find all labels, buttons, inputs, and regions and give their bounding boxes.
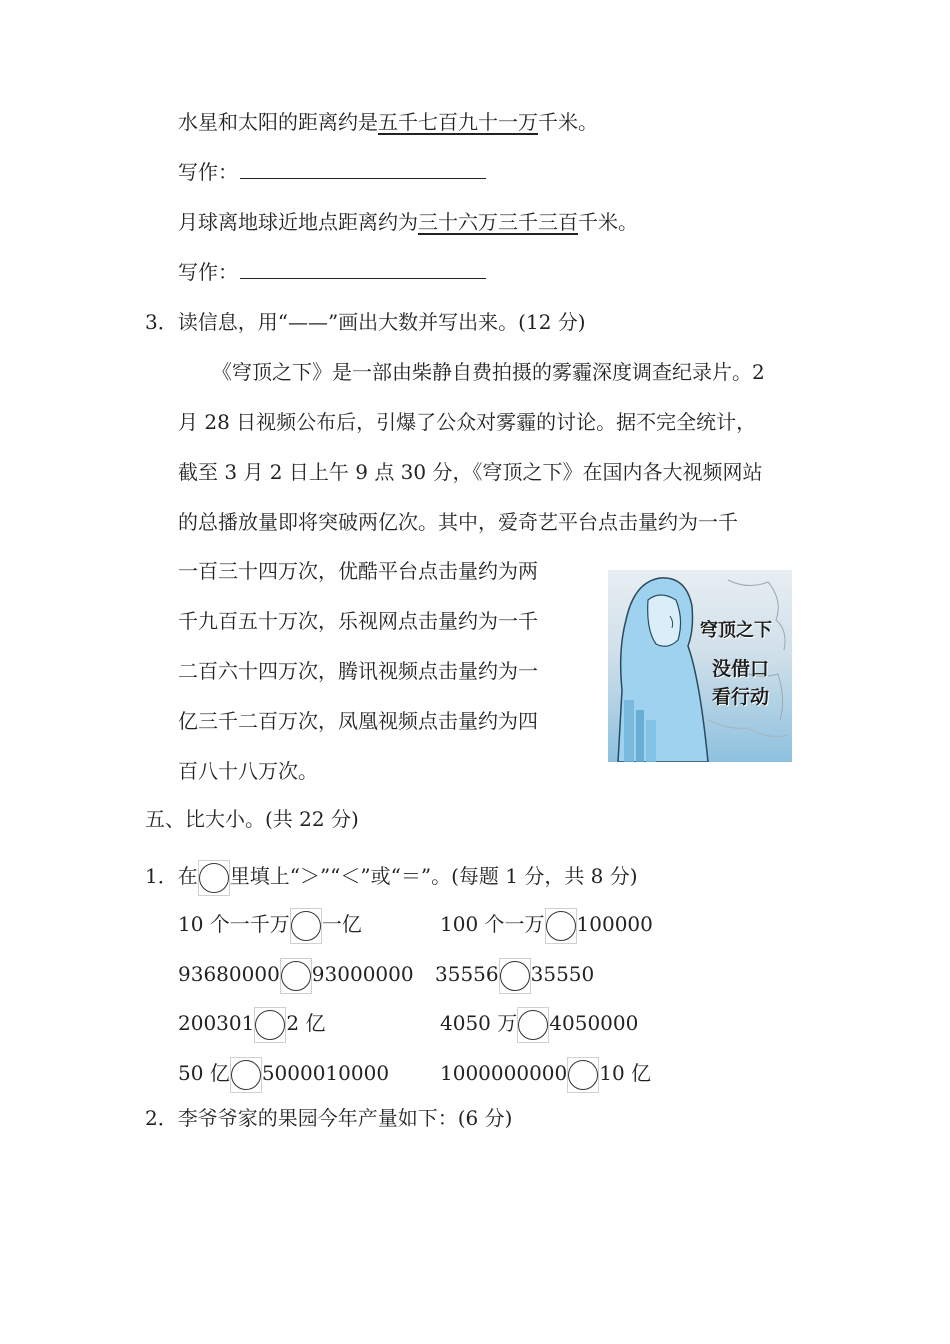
question-3-title: 3．读信息，用“——”画出大数并写出来。(12 分) <box>145 310 586 334</box>
compare-left: 200301 <box>178 1011 255 1035</box>
paragraph-line: 亿三千二百万次，凤凰视频点击量约为四 <box>178 709 538 733</box>
paragraph-line: 月 28 日视频公布后，引爆了公众对雾霾的讨论。据不完全统计， <box>178 410 757 434</box>
text-suffix: 里填上“＞”“＜”或“＝”。(每题 1 分，共 8 分) <box>229 864 638 888</box>
paragraph-line: 千九百五十万次，乐视网点击量约为一千 <box>178 609 538 633</box>
section-5-title: 五、比大小。(共 22 分) <box>145 807 359 831</box>
mercury-distance-line <box>178 108 598 136</box>
compare-left: 50 亿 <box>178 1061 230 1085</box>
compare-left: 1000000000 <box>440 1061 568 1085</box>
compare-item-4 <box>435 956 594 994</box>
compare-item-6 <box>440 1005 638 1043</box>
compare-right: 35550 <box>530 962 595 986</box>
paragraph-line: 截至 3 月 2 日上午 9 点 30 分，《穹顶之下》在国内各大视频网站 <box>178 460 763 484</box>
text-prefix: 水星和太阳的距离约是 <box>178 110 378 134</box>
documentary-poster-image <box>608 570 792 762</box>
compare-item-1 <box>178 906 362 944</box>
compare-right: 93000000 <box>311 962 414 986</box>
answer-circle[interactable] <box>280 958 312 994</box>
answer-circle[interactable] <box>499 958 531 994</box>
compare-right: 一亿 <box>321 912 362 936</box>
paragraph-line: 百八十八万次。 <box>178 759 318 783</box>
compare-right: 100000 <box>576 912 653 936</box>
compare-item-8 <box>440 1055 651 1093</box>
underlined-number: 五千七百九十一万 <box>378 110 538 134</box>
compare-left: 100 个一万 <box>440 912 545 936</box>
write-label: 写作： <box>178 160 238 184</box>
compare-left: 10 个一千万 <box>178 912 290 936</box>
paragraph-line: 二百六十四万次，腾讯视频点击量约为一 <box>178 659 538 683</box>
compare-left: 4050 万 <box>440 1011 518 1035</box>
text-prefix: 月球离地球近地点距离约为 <box>178 210 418 234</box>
answer-circle[interactable] <box>517 1007 549 1043</box>
text-suffix: 千米。 <box>578 210 638 234</box>
poster-slogan-1: 没借口 <box>712 658 770 680</box>
paragraph-line: 一百三十四万次，优酷平台点击量约为两 <box>178 559 538 583</box>
compare-item-7 <box>178 1055 389 1093</box>
moon-distance-line <box>178 208 638 236</box>
question-1-title <box>145 858 638 896</box>
compare-right: 2 亿 <box>286 1011 326 1035</box>
answer-circle[interactable] <box>290 908 322 944</box>
compare-item-5 <box>178 1005 325 1043</box>
compare-item-3 <box>178 956 414 994</box>
compare-right: 4050000 <box>549 1011 639 1035</box>
write-label: 写作： <box>178 260 238 284</box>
paragraph-line: 的总播放量即将突破两亿次。其中，爱奇艺平台点击量约为一千 <box>178 510 738 534</box>
compare-left: 93680000 <box>178 962 280 986</box>
paragraph-line: 《穹顶之下》是一部由柴静自费拍摄的雾霾深度调查纪录片。2 <box>212 360 765 384</box>
answer-circle[interactable] <box>567 1057 599 1093</box>
answer-circle[interactable] <box>545 908 577 944</box>
poster-slogan-2: 看行动 <box>712 686 770 708</box>
compare-right: 10 亿 <box>599 1061 652 1085</box>
answer-blank[interactable] <box>240 258 486 279</box>
write-line-2 <box>178 258 486 286</box>
compare-right: 5000010000 <box>261 1061 390 1085</box>
circle-icon <box>198 860 230 896</box>
question-2-title: 2．李爷爷家的果园今年产量如下：(6 分) <box>145 1106 513 1130</box>
underlined-number: 三十六万三千三百 <box>418 210 578 234</box>
write-line-1 <box>178 158 486 186</box>
answer-circle[interactable] <box>230 1057 262 1093</box>
answer-circle[interactable] <box>254 1007 286 1043</box>
compare-item-2 <box>440 906 653 944</box>
answer-blank[interactable] <box>240 158 486 179</box>
text-prefix: 1．在 <box>145 864 198 888</box>
poster-title: 穹顶之下 <box>700 620 772 641</box>
text-suffix: 千米。 <box>538 110 598 134</box>
compare-left: 35556 <box>435 962 499 986</box>
